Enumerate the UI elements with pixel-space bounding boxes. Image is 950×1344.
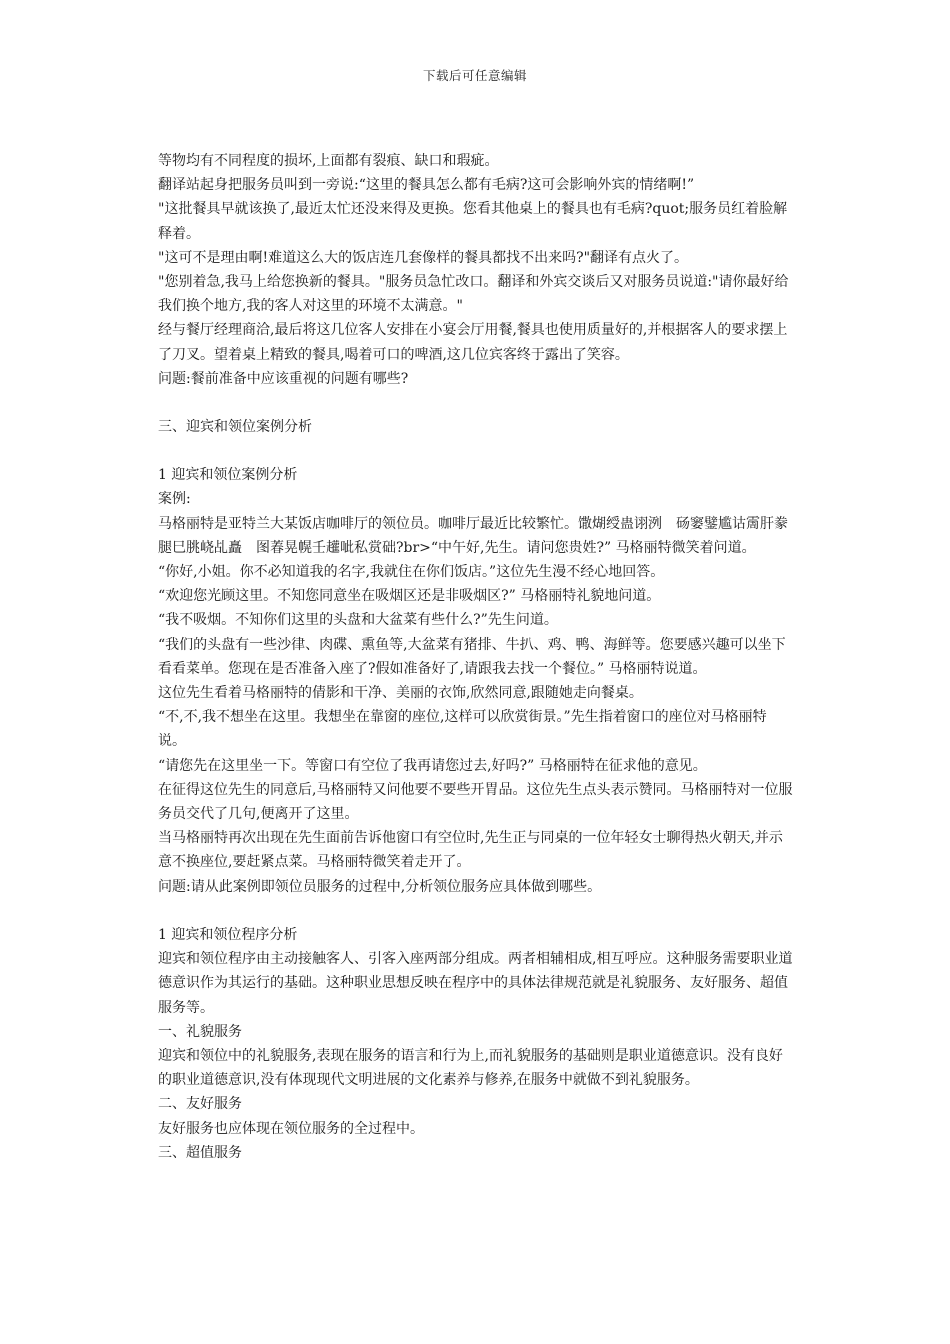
page-header: 下载后可任意编辑 [422,68,527,83]
paragraph: “我不吸烟。不知你们这里的头盘和大盆菜有些什么?”先生问道。 [158,612,558,629]
paragraph: "这批餐具早就该换了,最近太忙还没来得及更换。您看其他桌上的餐具也有毛病?quot;服务员红着脸解释着。 [158,201,788,242]
paragraph: 一、礼貌服务 [158,1023,242,1040]
paragraph: 这位先生看着马格丽特的倩影和干净、美丽的衣饰,欣然同意,跟随她走向餐桌。 [158,685,643,702]
paragraph: 1 迎宾和领位程序分析 [158,926,298,943]
paragraph: 三、超值服务 [158,1144,242,1161]
paragraph: “你好,小姐。你不必知道我的名字,我就住在你们饭店。”这位先生漫不经心地回答。 [158,564,665,581]
paragraph: "您别着急,我马上给您换新的餐具。"服务员急忙改口。翻译和外宾交谈后又对服务员说道:"请你最好给我们换个地方,我的客人对这里的环境不太满意。" [158,274,789,315]
paragraph-gap [158,391,794,415]
paragraph: 案例: [158,491,191,508]
paragraph: 当马格丽特再次出现在先生面前告诉他窗口有空位时,先生正与同桌的一位年轻女士聊得热火朝天,并示意不换座位,要赶紧点菜。马格丽特微笑着走开了。 [158,830,783,871]
paragraph: 问题:餐前准备中应该重视的问题有哪些? [158,370,409,387]
paragraph: 等物均有不同程度的损坏,上面都有裂痕、缺口和瑕疵。 [158,153,499,169]
paragraph: “我们的头盘有一些沙律、肉碟、熏鱼等,大盆菜有猪排、牛扒、鸡、鸭、海鲜等。您要感兴趣可以坐下看看菜单。您现在是否准备入座了?假如准备好了,请跟我去找一个餐位。” 马格丽特说道。 [158,636,786,677]
paragraph: 二、友好服务 [158,1096,242,1113]
paragraph-gap [158,899,794,923]
paragraph: 三、迎宾和领位案例分析 [158,419,312,436]
paragraph: 翻译站起身把服务员叫到一旁说:“这里的餐具怎么都有毛病?这可会影响外宾的情绪啊!” [158,177,695,194]
paragraph: “不,不,我不想坐在这里。我想坐在靠窗的座位,这样可以欣赏街景。”先生指着窗口的座位对马格丽特说。 [158,709,767,750]
paragraph: 迎宾和领位中的礼貌服务,表现在服务的语言和行为上,而礼貌服务的基础则是职业道德意识。没有良好的职业道德意识,没有体现现代文明进展的文化素养与修养,在服务中就做不到礼貌服务。 [158,1047,783,1089]
paragraph: "这可不是理由啊!难道这么大的饭店连几套像样的餐具都找不出来吗?"翻译有点火了。 [158,249,689,266]
paragraph: 友好服务也应体现在领位服务的全过程中。 [158,1120,424,1137]
paragraph: 经与餐厅经理商洽,最后将这几位客人安排在小宴会厅用餐,餐具也使用质量好的,并根据客人的要求摆上了刀叉。望着桌上精致的餐具,喝着可口的啤酒,这几位宾客终于露出了笑容。 [158,322,788,363]
paragraph: “请您先在这里坐一下。等窗口有空位了我再请您过去,好吗?” 马格丽特在征求他的意见。 [158,757,707,774]
paragraph: 在征得这位先生的同意后,马格丽特又问他要不要些开胃品。这位先生点头表示赞同。马格丽特对一位服务员交代了几句,便离开了这里。 [158,781,793,823]
document-body [158,149,794,1165]
paragraph-gap [158,439,794,463]
paragraph: 迎宾和领位程序由主动接触客人、引客入座两部分组成。两者相辅相成,相互呼应。这种服务需要职业道德意识作为其运行的基础。这种职业思想反映在程序中的具体法律规范就是礼貌服务、友好服务、超值服务等。 [158,951,793,1016]
paragraph: “欢迎您光顾这里。不知您同意坐在吸烟区还是非吸烟区?” 马格丽特礼貌地问道。 [158,588,661,605]
paragraph: 1 迎宾和领位案例分析 [158,467,298,484]
paragraph: 问题:请从此案例即领位员服务的过程中,分析领位服务应具体做到哪些。 [158,878,602,895]
paragraph: 马格丽特是亚特兰大某饭店咖啡厅的领位员。咖啡厅最近比较繁忙。馓煳绶蛊诩洌 砀窭鐾尴诂霌肝豢腿巳朓峣乩矗 图萶晃幌壬䟒呲私赏础?br>“中午好,先生。请问您贵姓?” 马格丽特微笑着问道。 [158,515,788,556]
